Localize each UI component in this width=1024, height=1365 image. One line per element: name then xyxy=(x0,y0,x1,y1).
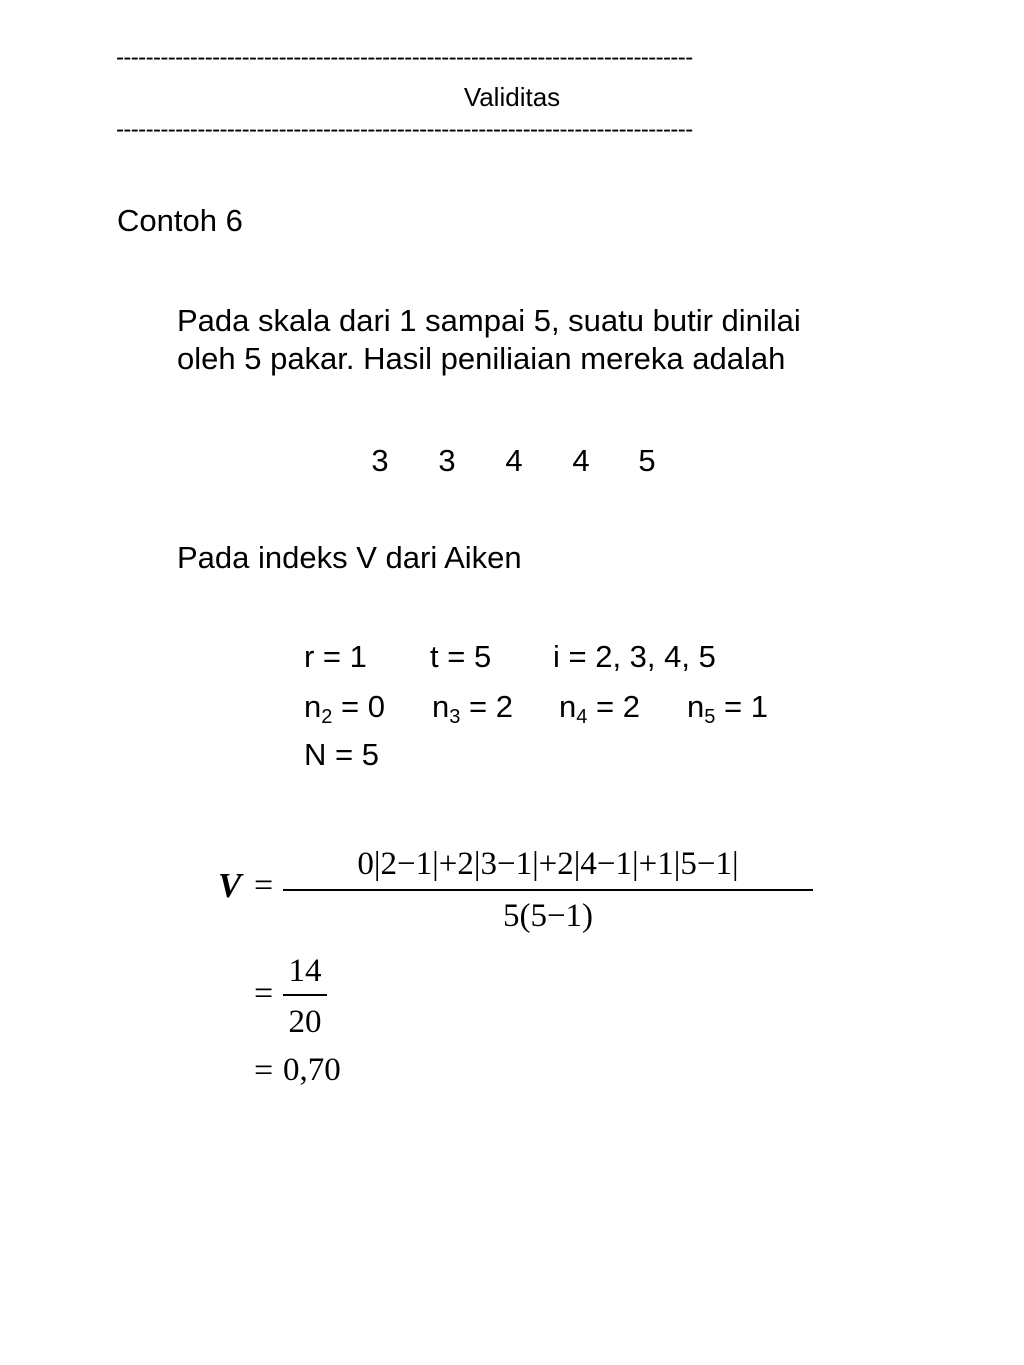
formula-v-symbol: V xyxy=(218,866,242,905)
score-value: 3 xyxy=(371,443,389,478)
formula-equals: = xyxy=(254,975,274,1012)
param-row-3 xyxy=(0,736,1024,776)
score-value: 5 xyxy=(638,443,656,478)
param-n4: $n_4 = 2$ xyxy=(559,689,640,728)
header-title: Validitas xyxy=(463,82,561,112)
step2-denominator: 20 xyxy=(288,1004,322,1040)
score-value: 4 xyxy=(505,443,523,478)
intro-line: oleh 5 pakar. Hasil peniliaian mereka adalah xyxy=(177,341,786,376)
param-t: t = 5 xyxy=(430,639,492,674)
header-separator-bottom: ------------------------------------------------------------------------------ xyxy=(116,118,693,142)
intro-paragraph xyxy=(177,302,937,378)
param-r: r = 1 xyxy=(304,639,367,674)
param-n2: $n_2 = 0$ xyxy=(304,689,385,728)
header-separator-top: ------------------------------------------------------------------------------ xyxy=(116,46,693,70)
param-row-2 xyxy=(0,688,1024,728)
param-n5: $n_5 = 1$ xyxy=(687,689,768,728)
formula-equals: = xyxy=(254,1052,274,1089)
score-value: 4 xyxy=(572,443,590,478)
formula-result: 0,70 xyxy=(283,1052,341,1088)
intro-line: Pada skala dari 1 sampai 5, suatu butir dinilai xyxy=(177,303,801,338)
param-row-1 xyxy=(0,638,1024,678)
param-i: i = 2, 3, 4, 5 xyxy=(553,639,716,674)
formula-numerator: 0|2−1|+2|3−1|+2|4−1|+1|5−1| xyxy=(357,846,739,882)
step2-numerator: 14 xyxy=(288,953,322,989)
fraction-bar xyxy=(283,889,813,891)
example-title: Contoh 6 xyxy=(117,203,243,238)
fraction-bar xyxy=(283,994,327,996)
formula-denominator: 5(5−1) xyxy=(502,898,594,934)
score-value: 3 xyxy=(438,443,456,478)
param-N: N = 5 xyxy=(304,737,379,772)
formula-equals: = xyxy=(254,867,274,904)
aiken-index-label: Pada indeks V dari Aiken xyxy=(177,540,522,575)
param-n3: $n_3 = 2$ xyxy=(432,689,513,728)
